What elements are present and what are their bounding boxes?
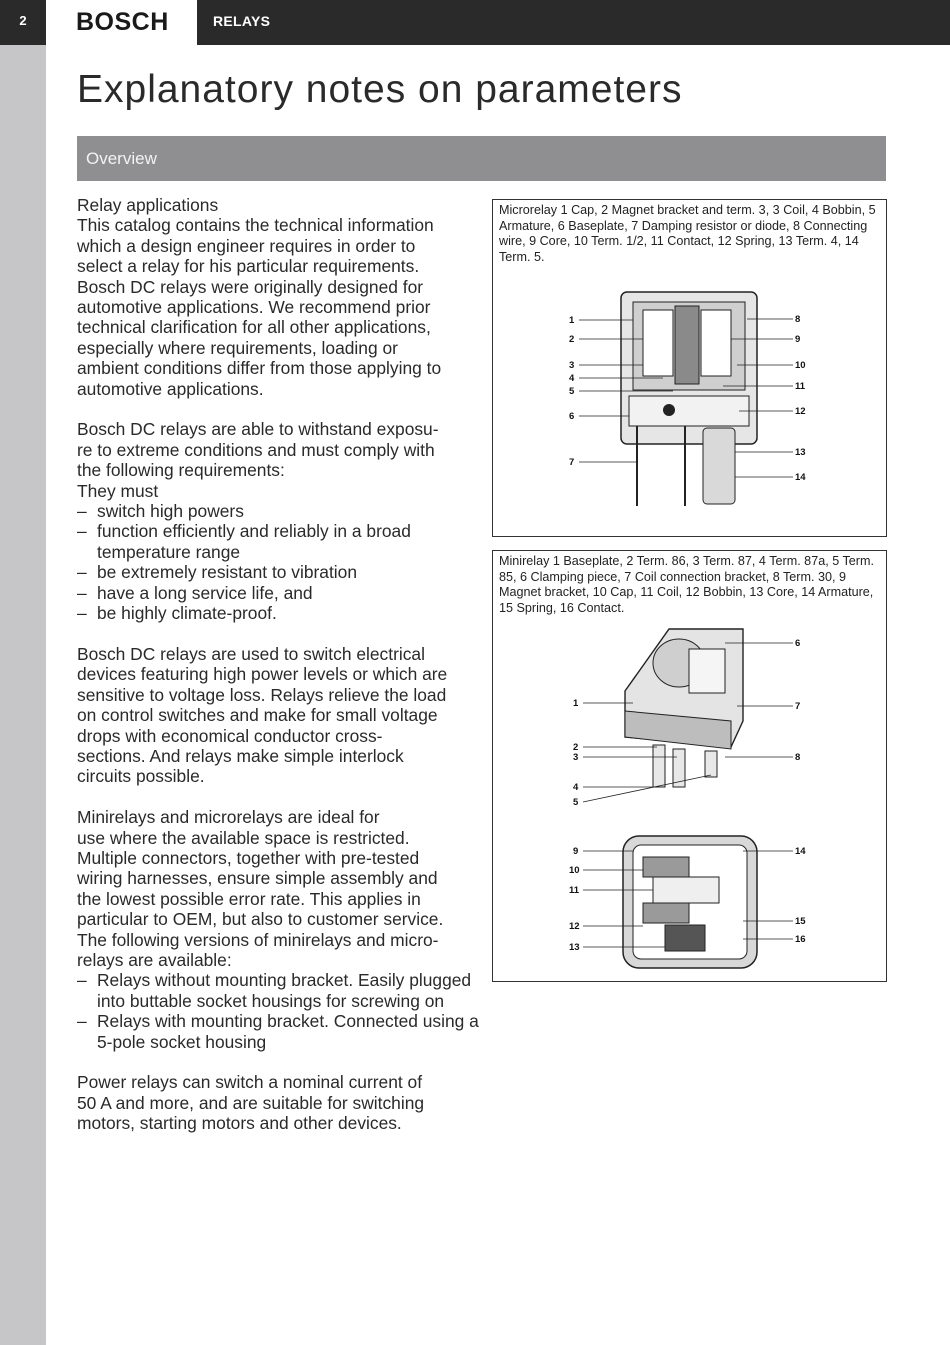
list-item: – function efficiently and reliably in a broad temperature range (77, 521, 411, 562)
minirelay-top-bobbin (643, 857, 689, 877)
text-line: They must (77, 480, 159, 501)
callout-label: 11 (795, 381, 806, 392)
callout-label: 7 (795, 701, 801, 712)
callout-label: 10 (569, 865, 580, 876)
text-line: Bosch DC relays are able to withstand exposu- (77, 419, 439, 440)
text-line: sensitive to voltage loss. Relays relieve the load (77, 684, 447, 705)
page-number: 2 (19, 13, 27, 28)
callout-label: 6 (795, 638, 801, 649)
callout-label: 14 (795, 472, 806, 483)
paragraph-mini-micro (77, 807, 482, 1052)
minirelay-terminal (705, 751, 717, 777)
callout-label: 14 (795, 846, 806, 857)
microrelay-figure (492, 199, 887, 537)
microrelay-diagram (493, 200, 886, 536)
text-line: This catalog contains the technical information (77, 215, 434, 236)
callout-label: 4 (569, 373, 575, 384)
text-line: The following versions of minirelays and micro- (77, 929, 439, 950)
callout-label: 4 (573, 782, 579, 793)
callout-label: 1 (573, 698, 579, 709)
page-title: Explanatory notes on parameters (77, 68, 683, 111)
text-line: especially where requirements, loading or (77, 337, 398, 358)
callout-label: 15 (795, 916, 806, 927)
text-line: Bosch DC relays are used to switch electrical (77, 643, 425, 664)
paragraph-switching (77, 644, 482, 787)
minirelay-diagram (493, 551, 886, 981)
list-item: – switch high powers (77, 501, 244, 522)
callout-label: 3 (573, 752, 579, 763)
callout-label: 3 (569, 360, 575, 371)
callout-label: 13 (569, 942, 580, 953)
minirelay-top-bobbin (643, 903, 689, 923)
paragraph-relay-applications (77, 195, 482, 399)
text-line: drops with economical conductor cross- (77, 725, 383, 746)
callout-label: 1 (569, 315, 575, 326)
callout-label: 8 (795, 752, 801, 763)
side-strip (0, 45, 46, 1345)
brand-logo: BOSCH (76, 8, 169, 36)
callout-label: 11 (569, 885, 580, 896)
brand-logo-box (46, 0, 197, 45)
text-line: which a design engineer requires in order to (77, 235, 416, 256)
list-item: – Relays with mounting bracket. Connected using a 5-pole socket housing (77, 1011, 479, 1052)
text-line: on control switches and make for small voltage (77, 705, 438, 726)
callout-label: 8 (795, 314, 801, 325)
callout-label: 2 (569, 334, 575, 345)
callout-label: 9 (795, 334, 801, 345)
text-line: the following requirements: (77, 460, 285, 481)
text-line: automotive applications. We recommend prior (77, 297, 431, 318)
microrelay-caption: Microrelay 1 Cap, 2 Magnet bracket and term. 3, 3 Coil, 4 Bobbin, 5 Armature, 6 Baseplate, 7 Damping resistor or diode, 8 Connecting wire, 9 Core, 10 Term. 1/2, 11 Contact, 12 Spring, 13 Term. 4, 14 Term. 5. (499, 203, 876, 264)
callout-label: 16 (795, 934, 806, 945)
callout-label: 12 (569, 921, 580, 932)
paragraph-heading: Relay applications (77, 195, 219, 215)
list-item: – be extremely resistant to vibration (77, 562, 358, 583)
microrelay-core (675, 306, 699, 384)
minirelay-bracket (689, 649, 725, 693)
overview-bar (77, 136, 886, 181)
callout-label: 9 (573, 846, 579, 857)
callout-label: 10 (795, 360, 806, 371)
microrelay-damping-resistor (663, 404, 675, 416)
overview-label: Overview (86, 149, 157, 168)
callout-label: 13 (795, 447, 806, 458)
microrelay-terminal-large (703, 428, 735, 504)
callout-label: 5 (569, 386, 575, 397)
text-line: the lowest possible error rate. This applies in (77, 888, 421, 909)
text-line: automotive applications. (77, 378, 264, 399)
text-line: Minirelays and microrelays are ideal for (77, 807, 380, 828)
text-line: use where the available space is restricted. (77, 827, 410, 848)
text-line: particular to OEM, but also to customer service. (77, 909, 444, 930)
text-line: 50 A and more, and are suitable for switching (77, 1092, 425, 1113)
text-line: relays are available: (77, 949, 232, 970)
text-line: ambient conditions differ from those applying to (77, 358, 442, 379)
callout-label: 7 (569, 457, 575, 468)
text-line: devices featuring high power levels or which are (77, 664, 448, 685)
minirelay-figure (492, 550, 887, 982)
callout-label: 5 (573, 797, 579, 808)
text-line: circuits possible. (77, 766, 205, 787)
paragraph-power (77, 1072, 482, 1133)
text-line: Multiple connectors, together with pre-tested (77, 847, 420, 868)
callout-label: 12 (795, 406, 806, 417)
minirelay-top-core (653, 877, 719, 903)
text-line: technical clarification for all other applications, (77, 317, 431, 338)
minirelay-terminal (673, 749, 685, 787)
callout-label: 2 (573, 742, 579, 753)
text-line: sections. And relays make simple interlock (77, 745, 404, 766)
section-label: RELAYS (213, 13, 271, 29)
callout-label: 6 (569, 411, 575, 422)
text-line: select a relay for his particular requirements. (77, 256, 420, 277)
list-item: – have a long service life, and (77, 582, 313, 603)
paragraph-exposure (77, 419, 482, 623)
text-line: motors, starting motors and other devices. (77, 1113, 402, 1134)
text-line: Bosch DC relays were originally designed for (77, 276, 424, 297)
list-item: – Relays without mounting bracket. Easily plugged into buttable socket housings for screwing on (77, 970, 472, 1011)
text-line: Power relays can switch a nominal current of (77, 1072, 423, 1093)
minirelay-caption: Minirelay 1 Baseplate, 2 Term. 86, 3 Term. 87, 4 Term. 87a, 5 Term. 85, 6 Clamping piece, 7 Coil connection bracket, 8 Term. 30, 9 Magnet bracket, 10 Cap, 11 Coil, 12 Bobbin, 13 Core, 14 Armature, 15 Spring, 16 Contact. (499, 554, 874, 615)
text-line: wiring harnesses, ensure simple assembly and (77, 868, 438, 889)
microrelay-coil-left (643, 310, 673, 376)
text-line: re to extreme conditions and must comply with (77, 439, 435, 460)
microrelay-coil-right (701, 310, 731, 376)
list-item: – be highly climate-proof. (77, 603, 277, 624)
minirelay-top-contact (665, 925, 705, 951)
body-text (77, 195, 482, 1154)
page-number-box (0, 0, 46, 45)
minirelay-terminal (653, 745, 665, 787)
microrelay-baseplate (629, 396, 749, 426)
